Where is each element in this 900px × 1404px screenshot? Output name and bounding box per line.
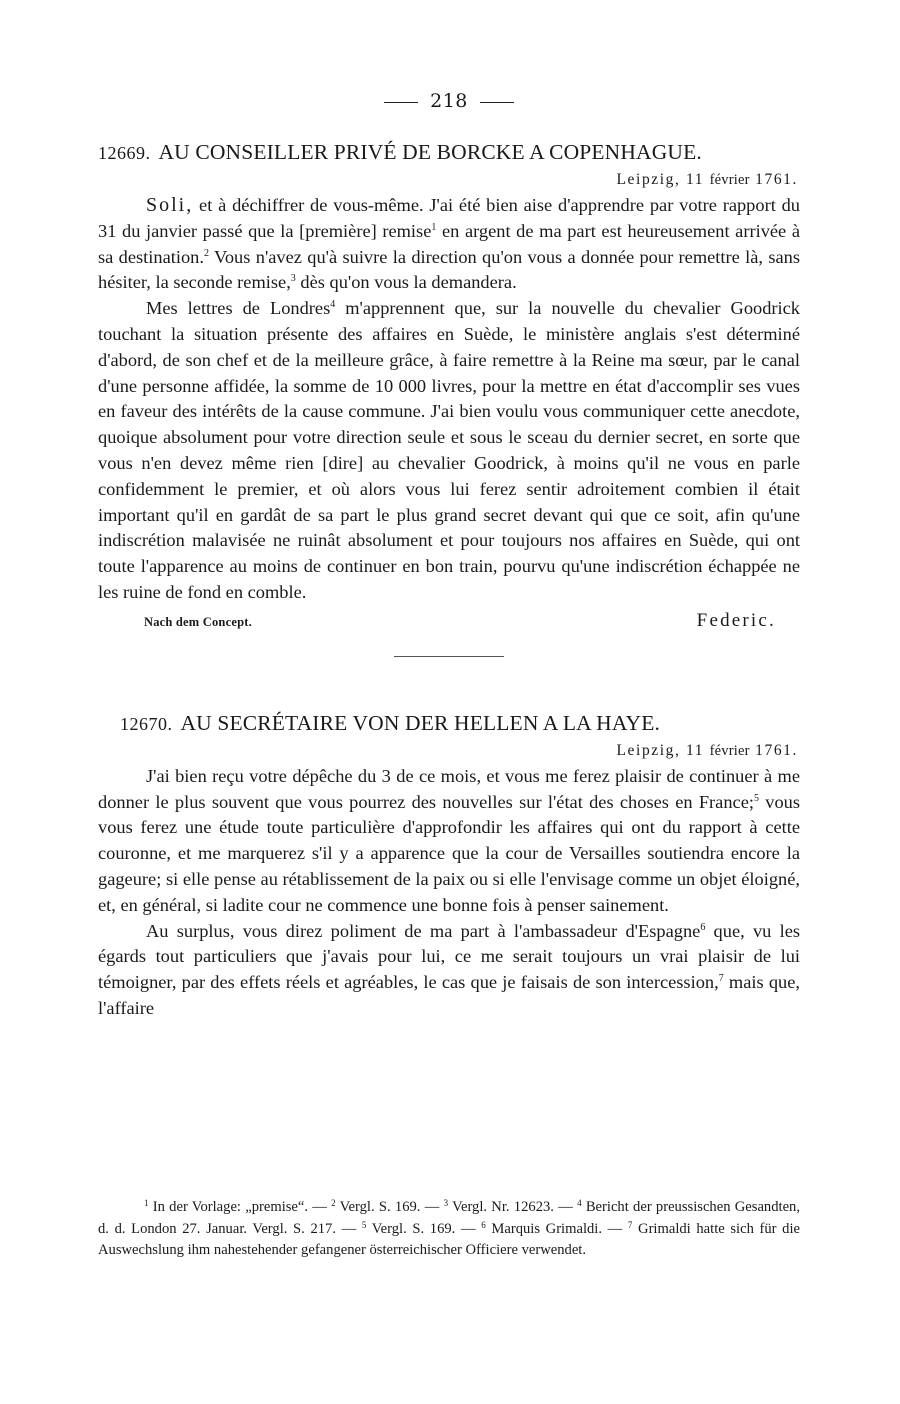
- footnote-mark: 4: [577, 1198, 582, 1208]
- footnote-text: In der Vorlage: „premise“. —: [152, 1199, 332, 1215]
- footnote-mark: 7: [627, 1219, 633, 1230]
- first-word: Soli,: [146, 194, 194, 216]
- footnote-text: Grimaldi hatte sich für die Auswechslung ihm nahestehender gefangener österreichischer Officiere verwendet.: [98, 1220, 800, 1258]
- page-number: 218: [430, 90, 468, 112]
- paragraph: [98, 919, 800, 1022]
- footnote-text: Vergl. Nr. 12623. —: [452, 1199, 578, 1215]
- dateline-month: février: [709, 742, 750, 759]
- text-segment: J'ai bien reçu votre dépêche du 3 de ce mois, et vous me ferez plaisir de continuer à me donner le plus souvent que vous pourrez des nouvelles sur l'état des choses en France;: [98, 765, 800, 812]
- text-segment: en argent de ma part est heureusement arrivée à sa destination.: [98, 220, 800, 267]
- letter-12669: [98, 140, 800, 632]
- dateline-place: Leipzig,: [616, 741, 681, 759]
- paragraph: [98, 764, 800, 919]
- text-segment: que, vu les égards tout particuliers que j'avais pour lui, ce me serait toujours un vrai plaisir de lui témoigner, par des effets réels et agréables, le cas que je faisais de son intercession,: [98, 920, 801, 993]
- footnote-ref[interactable]: 6: [700, 921, 706, 933]
- dateline-month: février: [709, 172, 750, 188]
- page: [98, 86, 800, 1022]
- text-segment: Vous n'avez qu'à suivre la direction qu'on vous a donnée pour remettre là, sans hésiter, la seconde remise,: [98, 246, 800, 293]
- header-rule-left: [384, 102, 418, 103]
- text-segment: m'apprennent que, sur la nouvelle du chevalier Goodrick touchant la situation présente des affaires en Suède, le ministère anglais s'est déterminé d'abord, de son chef et de la meilleure grâce, à faire remettre à la Reine ma sœur, par le canal d'une personne affidée, la somme de 10 000 livres, pour la mettre en état d'accomplir ses vues en faveur des intérêts de la cause commune. J'ai bien voulu vous communiquer cette anecdote, quoique absolument pour votre direction seule et sous le sceau du dernier secret, en sorte que vous n'en devez même rien [dire] au chevalier Goodrick, à moins qu'il ne vous en parle confidemment le premier, et où alors vous lui ferez sentir adroitement combien il était important qu'il en gardât de sa part le plus grand secret devant qui que ce soit, afin qu'une indiscrétion malavisée ne ruinât absolument et pour toujours nos affaires en Suède, qui ont toute l'apparence au moins de continuer en bon train, pourvu qu'une indiscrétion échappée ne les ruine de fond en comble.: [98, 298, 800, 602]
- letter-body: [98, 764, 800, 1022]
- letter-heading: [98, 140, 800, 165]
- spacer: [98, 657, 800, 687]
- footnote-block: [98, 1197, 800, 1262]
- text-segment: Au surplus, vous direz poliment de ma part à l'ambassadeur d'Espagne: [146, 920, 701, 941]
- text-segment: vous vous ferez une étude toute particulière d'approfondir les affaires qui ont du rapport à cette couronne, et me marquerez s'il y a apparence que la cour de Versailles soutiendra encore la gageure; si elle pense au rétablissement de la paix ou si elle l'envisage comme un objet éloigné, et, en général, si ladite cour ne commence une bonne fois à penser sainement.: [98, 791, 801, 915]
- footnote-ref[interactable]: 7: [718, 973, 724, 985]
- letter-body: [98, 193, 800, 606]
- header-rule-right: [480, 102, 514, 103]
- text-segment: dès qu'on vous la demandera.: [295, 272, 517, 293]
- letter-title: AU CONSEILLER PRIVÉ DE BORCKE A COPENHAGUE.: [158, 140, 702, 164]
- letter-dateline: [98, 171, 798, 189]
- letter-number: 12669.: [98, 143, 151, 163]
- footnote-text: Bericht der preussischen Gesandten, d. d. London 27. Januar. Vergl. S. 217. —: [98, 1199, 800, 1237]
- footnote-mark: 2: [331, 1198, 336, 1208]
- footnote-ref[interactable]: 2: [203, 247, 209, 259]
- source-note: Nach dem Concept.: [144, 614, 252, 629]
- signature: Federic.: [696, 609, 776, 631]
- letter-heading: [120, 711, 800, 736]
- letter-signoff: [98, 610, 800, 632]
- dateline-day: 11: [685, 171, 705, 188]
- letter-title: AU SECRÉTAIRE VON DER HELLEN A LA HAYE.: [180, 710, 661, 735]
- dateline-year: 1761.: [755, 171, 798, 188]
- footnote-ref[interactable]: 4: [330, 299, 336, 311]
- dateline-day: 11: [685, 741, 705, 759]
- text-segment: Mes lettres de Londres: [146, 298, 331, 319]
- footnote-ref[interactable]: 5: [753, 792, 759, 804]
- paragraph: [98, 296, 800, 606]
- letter-number: 12670.: [120, 713, 173, 734]
- footnote-text: Vergl. S. 169. —: [339, 1199, 444, 1215]
- letter-12670: [98, 711, 800, 1022]
- footnote-mark: 3: [443, 1198, 449, 1208]
- text-segment: et à déchiffrer de vous-même. J'ai été bien aise d'apprendre par votre rapport du 31 du janvier passé que la [première] remise: [98, 195, 800, 241]
- page-number-header: [98, 86, 800, 116]
- footnote-text: Marquis Grimaldi. —: [491, 1220, 628, 1237]
- footnote-ref[interactable]: 1: [431, 221, 437, 233]
- letter-dateline: [98, 742, 798, 760]
- dateline-year: 1761.: [755, 741, 798, 759]
- footnote-mark: 6: [481, 1219, 486, 1230]
- dateline-place: Leipzig,: [616, 171, 681, 188]
- footnote-ref[interactable]: 3: [290, 273, 296, 285]
- footnotes: [98, 1197, 800, 1262]
- footnote-mark: 5: [361, 1219, 367, 1230]
- footnote-mark: 1: [144, 1198, 149, 1208]
- paragraph: [98, 193, 800, 296]
- footnote-text: Vergl. S. 169. —: [371, 1220, 482, 1237]
- text-segment: mais que, l'affaire: [98, 972, 800, 1018]
